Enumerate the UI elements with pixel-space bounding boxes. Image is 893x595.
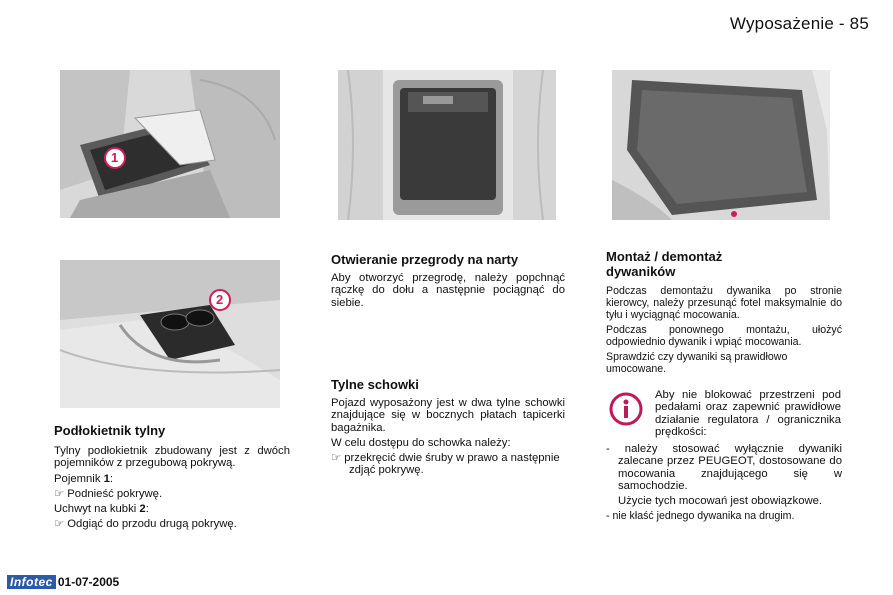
mats-bullet-1b: Użycie tych mocowań jest obowiązkowe. bbox=[618, 495, 823, 508]
infotec-logo: Infotec bbox=[7, 575, 56, 589]
ski-hatch-photo bbox=[338, 70, 556, 220]
column-armrest bbox=[54, 423, 290, 534]
armrest-item-1: Pojemnik 1: bbox=[54, 472, 114, 485]
column-ski-hatch bbox=[331, 252, 565, 312]
cupholder-photo bbox=[60, 260, 280, 408]
section-title-mats: Montaż / demontaż dywaników bbox=[606, 249, 723, 279]
marker-2: 2 bbox=[216, 292, 224, 307]
armrest-item-2: Uchwyt na kubki 2: bbox=[54, 503, 149, 516]
column-rear-storage bbox=[331, 377, 565, 480]
storage-step: ☞ przekręcić dwie śruby w prawo a następnie zdjąć pokrywę. bbox=[331, 452, 560, 477]
info-icon bbox=[609, 392, 643, 426]
page-header: Wyposażenie - 85 bbox=[729, 14, 869, 33]
footer bbox=[7, 575, 119, 589]
section-title-armrest: Podłokietnik tylny bbox=[54, 423, 166, 438]
mats-p2: Podczas ponownego montażu, ułożyć odpowiednio dywanik i wpiąć mocowania. bbox=[606, 324, 842, 348]
mats-bullet-2: - nie kłaść jednego dywanika na drugim. bbox=[606, 510, 795, 523]
section-title-ski: Otwieranie przegrody na narty bbox=[331, 252, 519, 267]
section-title-storage: Tylne schowki bbox=[331, 377, 419, 392]
armrest-photo bbox=[60, 70, 280, 218]
armrest-item-1-step: ☞ Podnieść pokrywę. bbox=[54, 487, 163, 500]
armrest-intro: Tylny podłokietnik zbudowany jest z dwóch pojemników z przegubową pokrywą. bbox=[54, 445, 290, 470]
armrest-item-2-step: ☞ Odgiąć do przodu drugą pokrywę. bbox=[54, 518, 237, 531]
info-text: Aby nie blokować przestrzeni pod pedałami oraz zapewnić prawidłowe działanie regulatora / ogranicznika prędkości: bbox=[655, 389, 841, 438]
storage-text: Pojazd wyposażony jest w dwa tylne schowki znajdujące się w bocznych płatach tapicerki bagażnika. bbox=[331, 397, 565, 434]
mats-bullet-1: - należy stosować wyłącznie dywaniki zalecane przez PEUGEOT, dostosowane do mocowania znajdującego się w samochodzie. bbox=[606, 443, 842, 492]
storage-access: W celu dostępu do schowka należy: bbox=[331, 436, 511, 449]
floor-mat-photo bbox=[612, 70, 830, 220]
mats-bullets bbox=[606, 443, 842, 525]
column-floor-mats bbox=[606, 249, 842, 375]
footer-date: 01-07-2005 bbox=[57, 575, 120, 589]
mats-p1: Podczas demontażu dywanika po stronie kierowcy, należy przesunąć fotel maksymalnie do tyłu i wyciągnąć mocowania. bbox=[606, 285, 842, 321]
ski-text: Aby otworzyć przegrodę, należy popchnąć rączkę do dołu a następnie pociągnąć do siebie. bbox=[331, 272, 565, 309]
marker-1: 1 bbox=[111, 150, 119, 165]
mats-p3: Sprawdzić czy dywaniki są prawidłowo umocowane. bbox=[606, 351, 788, 375]
